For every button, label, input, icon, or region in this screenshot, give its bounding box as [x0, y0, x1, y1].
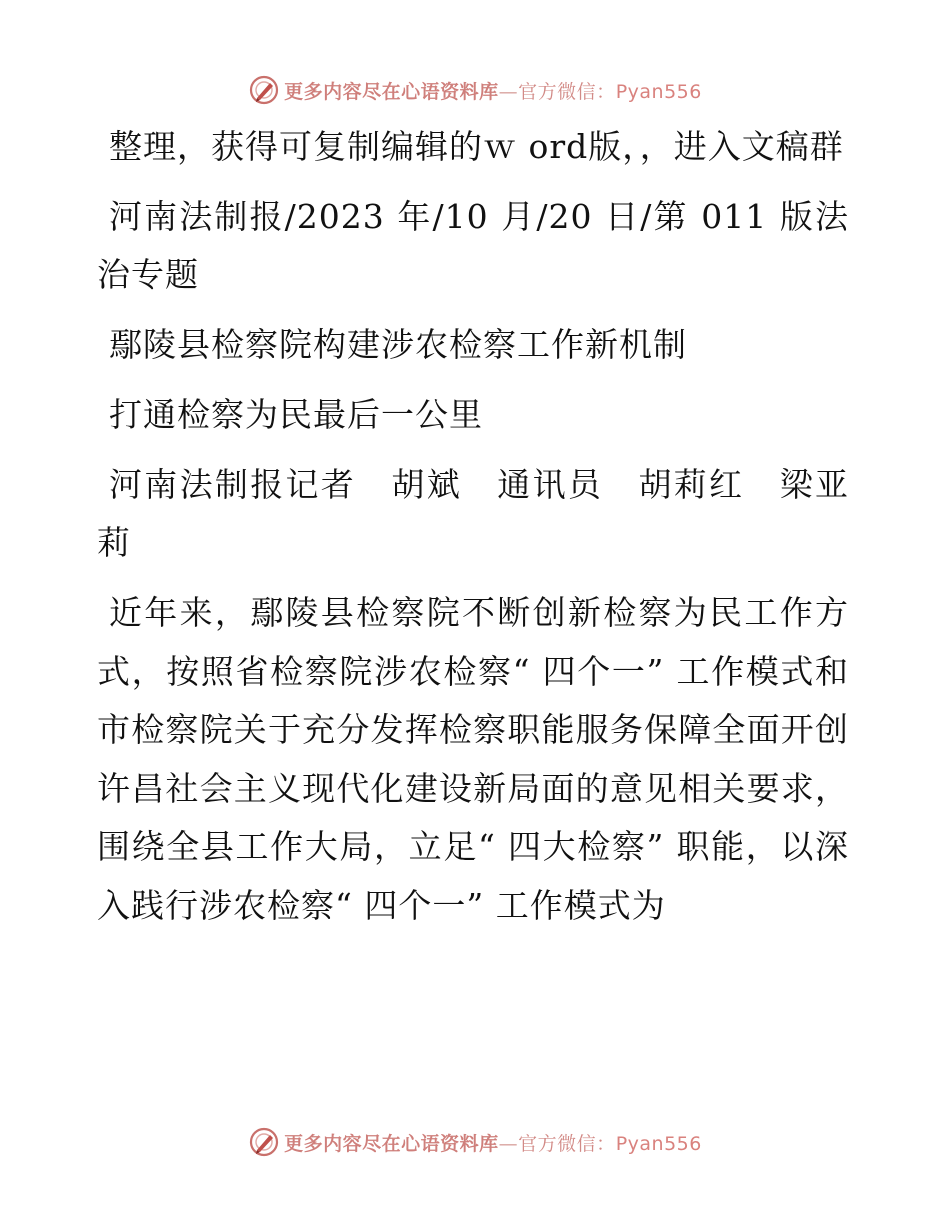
paragraph-headline: 鄢陵县检察院构建涉农检察工作新机制: [109, 325, 687, 364]
paragraph-byline: 河南法制报记者 胡斌 通讯员 胡莉红 梁亚莉: [97, 465, 849, 562]
watermark-id: Pyan556: [615, 80, 702, 103]
watermark-official: 官方微信：: [518, 1132, 616, 1155]
watermark-main: 更多内容尽在心语资料库: [284, 80, 499, 103]
pen-logo-icon: [248, 74, 280, 106]
document-body: [97, 118, 849, 947]
watermark-header: [0, 72, 950, 108]
watermark-official: 官方微信：: [518, 80, 616, 103]
watermark-separator: —: [498, 1132, 519, 1155]
paragraph-subheadline: 打通检察为民最后一公里: [109, 395, 483, 434]
watermark-footer: [0, 1124, 950, 1160]
paragraph-body: 近年来，鄢陵县检察院不断创新检察为民工作方式，按照省检察院涉农检察“ 四个一” 工作模式和市检察院关于充分发挥检察职能服务保障全面开创许昌社会主义现代化建设新局面的意见相关要求，围绕全县工作大局，立足“ 四大检察” 职能，以深入践行涉农检察“ 四个一” 工作模式为: [97, 593, 849, 925]
watermark-id: Pyan556: [615, 1132, 702, 1155]
pen-logo-icon: [248, 1126, 280, 1158]
watermark-text: [284, 1129, 702, 1156]
paragraph-intro: 整理，获得可复制编辑的ｗ ord版，，进入文稿群: [109, 127, 844, 166]
watermark-separator: —: [498, 80, 519, 103]
watermark-text: [284, 77, 702, 104]
watermark-main: 更多内容尽在心语资料库: [284, 1132, 499, 1155]
paragraph-source: 河南法制报/2023 年/10 月/20 日/第 011 版法治专题: [97, 197, 849, 294]
